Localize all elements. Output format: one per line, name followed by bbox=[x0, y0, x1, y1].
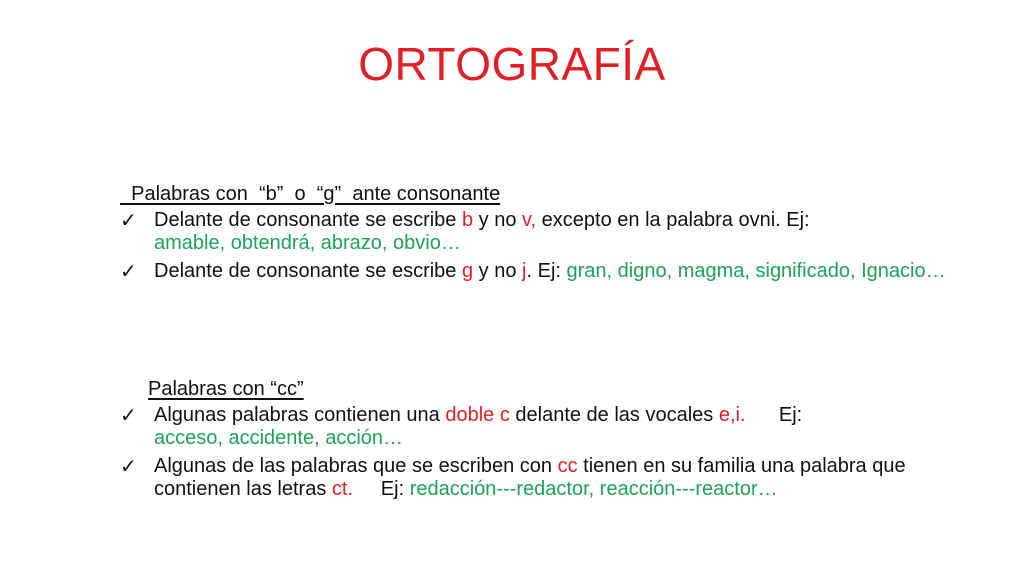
section-b-g bbox=[120, 181, 980, 288]
checkmark-icon: ✓ bbox=[120, 259, 137, 283]
highlight-text: doble c bbox=[445, 404, 510, 426]
rule-text: Algunas de las palabras que se escriben con bbox=[154, 455, 558, 477]
highlight-letter: b bbox=[461, 209, 474, 231]
example-words: gran, digno, magma, significado, Ignacio… bbox=[566, 260, 946, 282]
rule-text: . Ej: bbox=[526, 260, 567, 282]
highlight-letter: g bbox=[461, 260, 474, 282]
list-item bbox=[120, 209, 980, 255]
highlight-text: ct. bbox=[331, 478, 354, 500]
rule-text: delante de las vocales bbox=[509, 404, 719, 426]
example-words: acceso, accidente, acción… bbox=[154, 427, 404, 449]
section-heading: Palabras con “cc” bbox=[148, 378, 304, 400]
rule-text: Delante de consonante se escribe bbox=[154, 260, 462, 282]
highlight-letter: j bbox=[522, 260, 527, 282]
list-item bbox=[120, 455, 980, 501]
highlight-letter: v, bbox=[522, 209, 537, 231]
page-title: ORTOGRAFÍA bbox=[358, 38, 666, 90]
highlight-text: cc bbox=[557, 455, 578, 477]
rule-text: Delante de consonante se escribe bbox=[154, 209, 462, 231]
rule-text: Algunas palabras contienen una bbox=[154, 404, 446, 426]
highlight-text: e,i. bbox=[718, 404, 746, 426]
rule-text: Ej: bbox=[745, 404, 803, 426]
checkmark-icon: ✓ bbox=[120, 454, 137, 478]
example-words: redacción---redactor, reacción---reactor… bbox=[409, 478, 778, 500]
rule-text: excepto en la palabra ovni. Ej: bbox=[536, 209, 810, 231]
section-heading: Palabras con “b” o “g” ante consonante bbox=[120, 183, 501, 205]
rule-text: y no bbox=[473, 209, 523, 231]
rule-text: y no bbox=[473, 260, 523, 282]
list-item bbox=[120, 260, 980, 283]
rule-text: Ej: bbox=[353, 478, 410, 500]
rule-text: tienen en su familia una palabra que contienen las letras bbox=[154, 455, 906, 500]
example-words: amable, obtendrá, abrazo, obvio… bbox=[154, 232, 461, 254]
section-cc bbox=[120, 376, 980, 506]
list-item bbox=[120, 404, 980, 450]
checkmark-icon: ✓ bbox=[120, 403, 137, 427]
checkmark-icon: ✓ bbox=[120, 208, 137, 232]
